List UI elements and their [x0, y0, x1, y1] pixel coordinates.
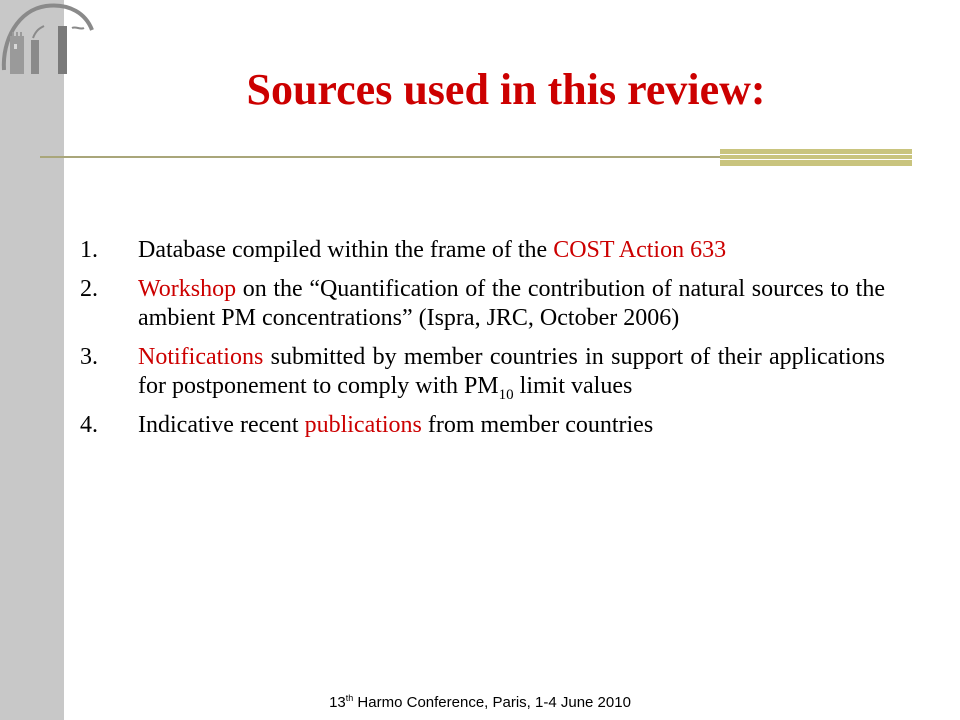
list-item-number: 4. — [80, 412, 98, 438]
footer-number: 13 — [329, 694, 346, 711]
slide-footer — [0, 694, 960, 711]
list-item-number: 3. — [80, 344, 98, 370]
list-item — [80, 236, 885, 265]
list-item-text: from member countries — [421, 412, 654, 438]
list-item-text: Database compiled within the frame of the — [138, 237, 554, 263]
list-item — [80, 275, 885, 333]
pm-subscript: 10 — [498, 386, 514, 403]
list-item-text: submitted by member countries in support of their applications for postponement to comply with PM — [138, 344, 885, 399]
list-item-highlight: Workshop — [138, 276, 237, 302]
title-divider-accent — [720, 149, 912, 166]
list-item-text: on the “Quantification of the contribution of natural sources to the ambient PM concentrations” (Ispra, JRC, October 2006) — [138, 276, 885, 331]
footer-text: Harmo Conference, Paris, 1-4 June 2010 — [353, 694, 631, 711]
footer-superscript: th — [345, 693, 354, 703]
conference-logo-icon — [0, 0, 96, 86]
list-item-number: 2. — [80, 276, 98, 302]
list-item — [80, 411, 885, 440]
sources-list — [80, 236, 885, 450]
left-sidebar-band — [0, 0, 64, 720]
list-item-number: 1. — [80, 237, 98, 263]
list-item — [80, 343, 885, 401]
slide-title: Sources used in this review: — [246, 65, 766, 114]
list-item-text: limit values — [513, 373, 633, 399]
list-item-highlight: publications — [304, 412, 422, 438]
list-item-highlight: Notifications — [138, 344, 264, 370]
list-item-highlight: COST Action 633 — [553, 237, 727, 263]
list-item-text: Indicative recent — [138, 412, 305, 438]
